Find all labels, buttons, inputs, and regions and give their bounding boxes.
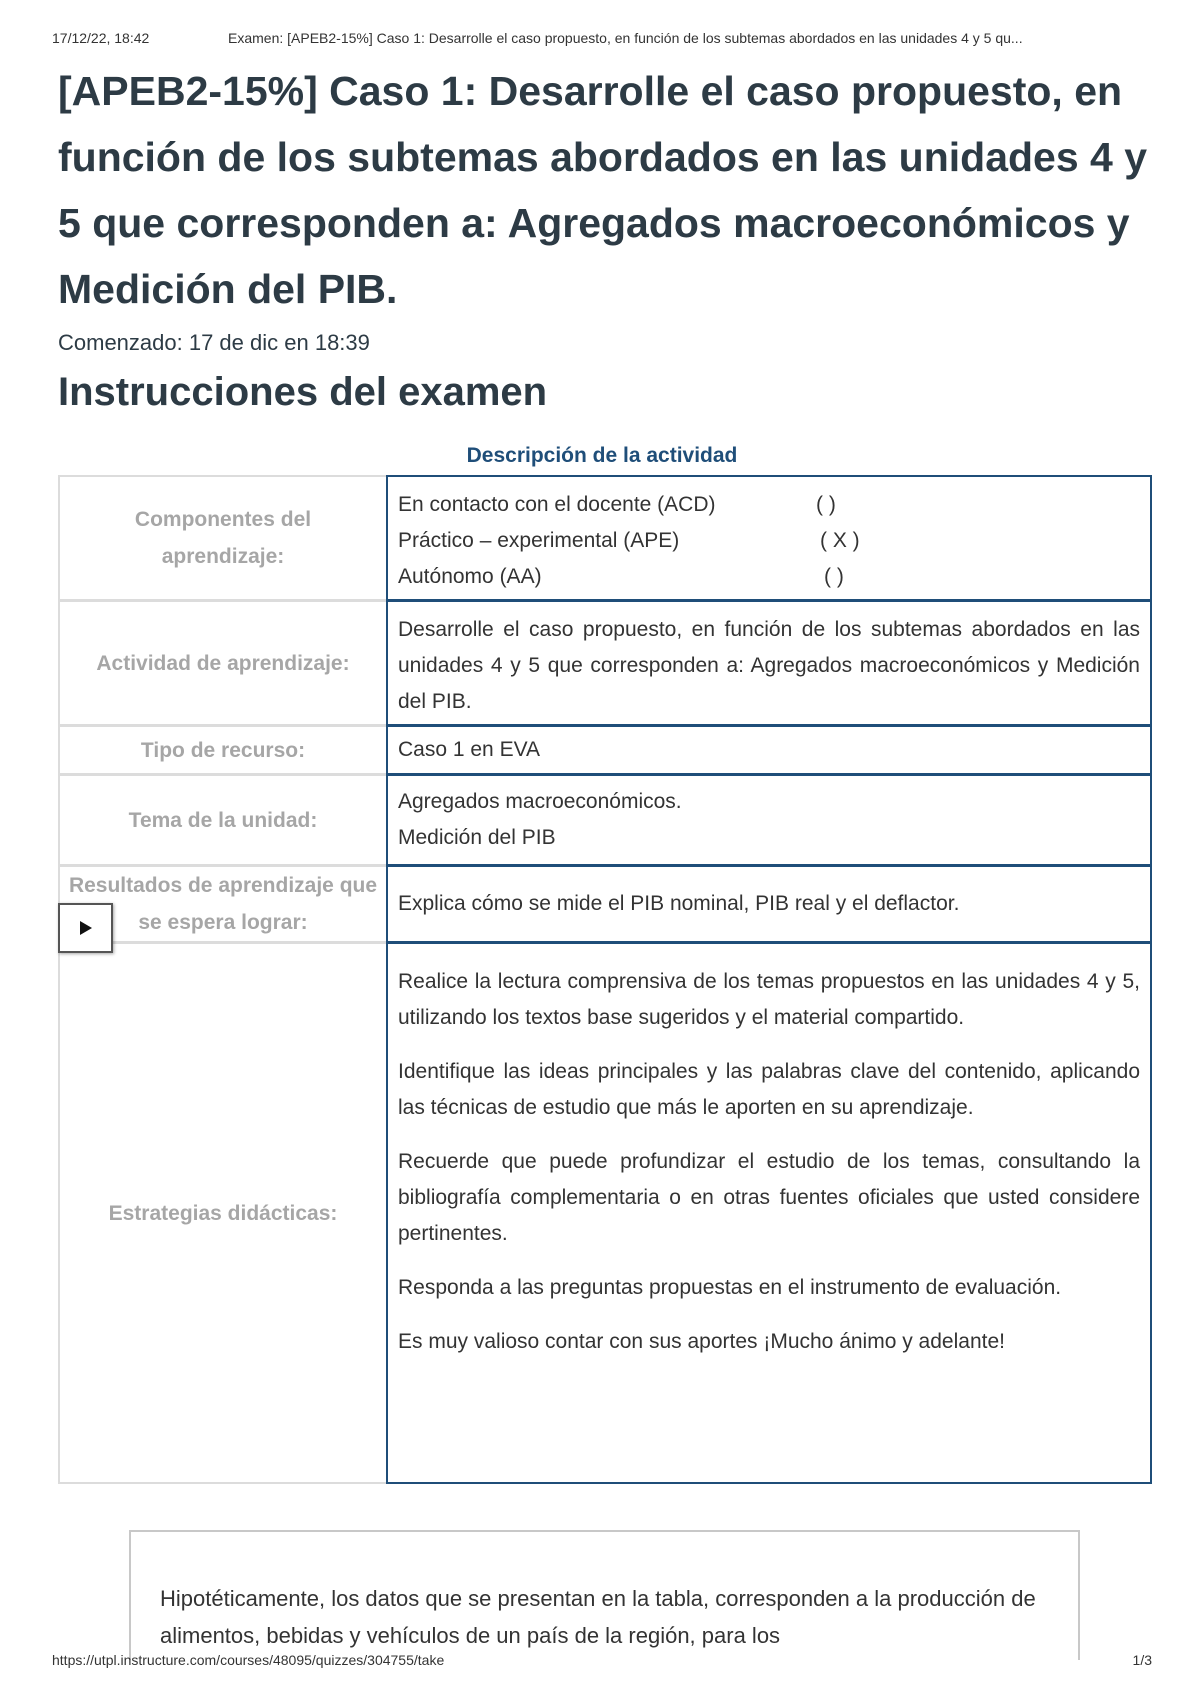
component-aa <box>398 559 1140 595</box>
unit-topic-label-text: Tema de la unidad: <box>128 808 318 832</box>
started-timestamp: Comenzado: 17 de dic en 18:39 <box>58 330 370 355</box>
strategy-paragraph: Es muy valioso contar con sus aportes ¡Mucho ánimo y adelante! <box>398 1330 1005 1353</box>
strategies-value <box>386 942 1152 1484</box>
activity-label-text: Actividad de aprendizaje: <box>96 651 350 675</box>
print-url: https://utpl.instructure.com/courses/48095/quizzes/304755/take <box>52 1652 445 1668</box>
strategy-paragraph: Recuerde que puede profundizar el estudio de los temas, consultando la bibliografía complementaria o en otras fuentes oficiales que usted considere pertinentes. <box>398 1150 1140 1245</box>
resource-label <box>58 725 386 775</box>
print-page-number: 1/3 <box>1132 1652 1152 1668</box>
strategies-label <box>58 942 386 1484</box>
print-document-title: Examen: [APEB2-15%] Caso 1: Desarrolle el caso propuesto, en función de los subtemas abordados en las unidades 4 y 5 qu... <box>228 30 1023 46</box>
components-label <box>58 475 386 601</box>
components-label-text: Componentes del aprendizaje: <box>134 508 312 568</box>
case-description-text: Hipotéticamente, los datos que se presentan en la tabla, corresponden a la producción de alimentos, bebidas y vehículos de un país de la región, para los <box>160 1586 1036 1648</box>
component-aa-text: Autónomo (AA) <box>398 565 542 588</box>
print-header <box>52 26 1152 50</box>
resource-label-text: Tipo de recurso: <box>140 738 306 762</box>
component-acd <box>398 487 1140 523</box>
unit-topic-line-1: Agregados macroeconómicos. <box>398 790 682 813</box>
component-acd-mark: ( ) <box>816 493 836 516</box>
strategy-paragraph: Identifique las ideas principales y las palabras clave del contenido, aplicando las técnicas de estudio que más le aporten en su aprendizaje. <box>398 1060 1140 1119</box>
strategy-paragraph: Realice la lectura comprensiva de los temas propuestos en las unidades 4 y 5, utilizando los textos base sugeridos y el material compartido. <box>398 970 1140 1029</box>
activity-value: Desarrolle el caso propuesto, en función de los subtemas abordados en las unidades 4 y 5 que corresponden a: Agregados macroeconómicos y Medición del PIB. <box>386 600 1152 726</box>
unit-topic-value <box>386 774 1152 866</box>
instructions-heading: Instrucciones del examen <box>58 370 548 414</box>
outcomes-value-text: Explica cómo se mide el PIB nominal, PIB real y el deflactor. <box>398 892 960 915</box>
component-aa-mark: ( ) <box>824 565 844 588</box>
strategy-paragraph: Responda a las preguntas propuestas en el instrumento de evaluación. <box>398 1276 1062 1299</box>
unit-topic-label <box>58 774 386 866</box>
print-footer <box>52 1650 1152 1670</box>
outcomes-label-text: Resultados de aprendizaje que se espera lograr: <box>68 874 378 934</box>
component-ape <box>398 523 1140 559</box>
component-acd-text: En contacto con el docente (ACD) <box>398 493 716 516</box>
resource-value: Caso 1 en EVA <box>386 725 1152 775</box>
component-ape-text: Práctico – experimental (APE) <box>398 529 680 552</box>
play-icon <box>79 920 93 936</box>
print-date: 17/12/22, 18:42 <box>52 30 150 46</box>
outcomes-value <box>386 865 1152 943</box>
component-ape-mark: ( X ) <box>820 529 860 552</box>
activity-label <box>58 600 386 726</box>
unit-topic-line-2: Medición del PIB <box>398 826 556 849</box>
case-description-box <box>129 1530 1080 1660</box>
quiz-title: [APEB2-15%] Caso 1: Desarrolle el caso propuesto, en función de los subtemas abordados en las unidades 4 y 5 que corresponden a: Agregados macroeconómicos y Medición del PIB. <box>58 68 1148 312</box>
play-button[interactable] <box>58 903 113 953</box>
table-caption: Descripción de la actividad <box>466 444 738 467</box>
components-value <box>386 475 1152 601</box>
strategies-label-text: Estrategias didácticas: <box>108 1201 338 1225</box>
